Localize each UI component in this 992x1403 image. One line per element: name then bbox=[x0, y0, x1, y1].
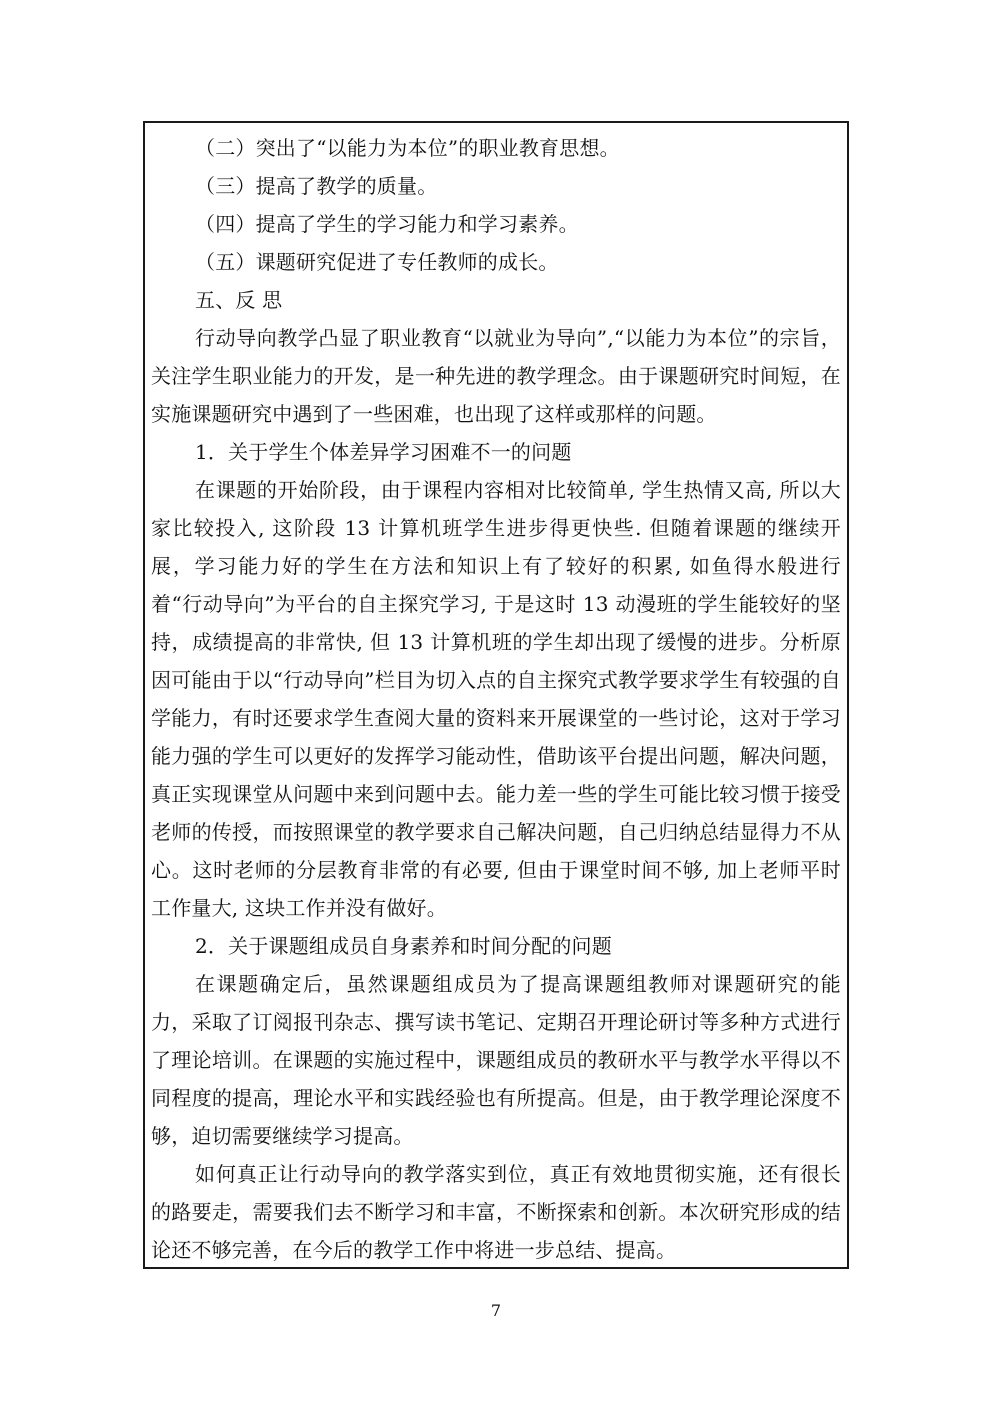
page-number: 7 bbox=[490, 1301, 502, 1320]
paragraph-issue-1: 在课题的开始阶段，由于课程内容相对比较简单, 学生热情又高, 所以大家比较投入, 这阶段 13 计算机班学生进步得更快些. 但随着课题的继续开展，学习能力好的学生在方法和知识上有了较好的积累, 如鱼得水般进行着“行动导向”为平台的自主探究学习, 于是这时 13 动漫班的学生能较好的坚持，成绩提高的非常快, 但 13 计算机班的学生却出现了缓慢的进步。分析原因可能由于以“行动导向”栏目为切入点的自主探究式教学要求学生有较强的自学能力，有时还要求学生查阅大量的资料来开展课堂的一些讨论，这对于学习能力强的学生可以更好的发挥学习能动性，借助该平台提出问题，解决问题，真正实现课堂从问题中来到问题中去。能力差一些的学生可能比较习惯于接受老师的传授，而按照课堂的教学要求自己解决问题，自己归纳总结显得力不从心。这时老师的分层教育非常的有必要, 但由于课堂时间不够, 加上老师平时工作量大, 这块工作并没有做好。 bbox=[151, 478, 841, 920]
section-heading-reflection: 五、反 思 bbox=[195, 288, 283, 312]
paragraph-conclusion: 如何真正让行动导向的教学落实到位，真正有效地贯彻实施，还有很长的路要走，需要我们去不断学习和丰富，不断探索和创新。本次研究形成的结论还不够完善，在今后的教学工作中将进一步总结、提高。 bbox=[151, 1162, 841, 1262]
content-frame bbox=[143, 121, 849, 1269]
document-body bbox=[151, 129, 841, 1269]
paragraph-item-4: （四）提高了学生的学习能力和学习素养。 bbox=[195, 212, 579, 236]
paragraph-item-2: （二）突出了“以能力为本位”的职业教育思想。 bbox=[195, 136, 620, 160]
paragraph-item-3: （三）提高了教学的质量。 bbox=[195, 174, 438, 198]
subheading-issue-1: 1．关于学生个体差异学习困难不一的问题 bbox=[195, 440, 572, 464]
paragraph-item-5: （五）课题研究促进了专任教师的成长。 bbox=[195, 250, 559, 274]
paragraph-reflection-intro: 行动导向教学凸显了职业教育“以就业为导向”,“以能力为本位”的宗旨，关注学生职业能力的开发，是一种先进的教学理念。由于课题研究时间短，在实施课题研究中遇到了一些困难，也出现了这样或那样的问题。 bbox=[151, 326, 841, 426]
paragraph-issue-2: 在课题确定后，虽然课题组成员为了提高课题组教师对课题研究的能力，采取了订阅报刊杂志、撰写读书笔记、定期召开理论研讨等多种方式进行了理论培训。在课题的实施过程中，课题组成员的教研水平与教学水平得以不同程度的提高，理论水平和实践经验也有所提高。但是，由于教学理论深度不够，迫切需要继续学习提高。 bbox=[151, 972, 841, 1148]
subheading-issue-2: 2．关于课题组成员自身素养和时间分配的问题 bbox=[195, 934, 612, 958]
